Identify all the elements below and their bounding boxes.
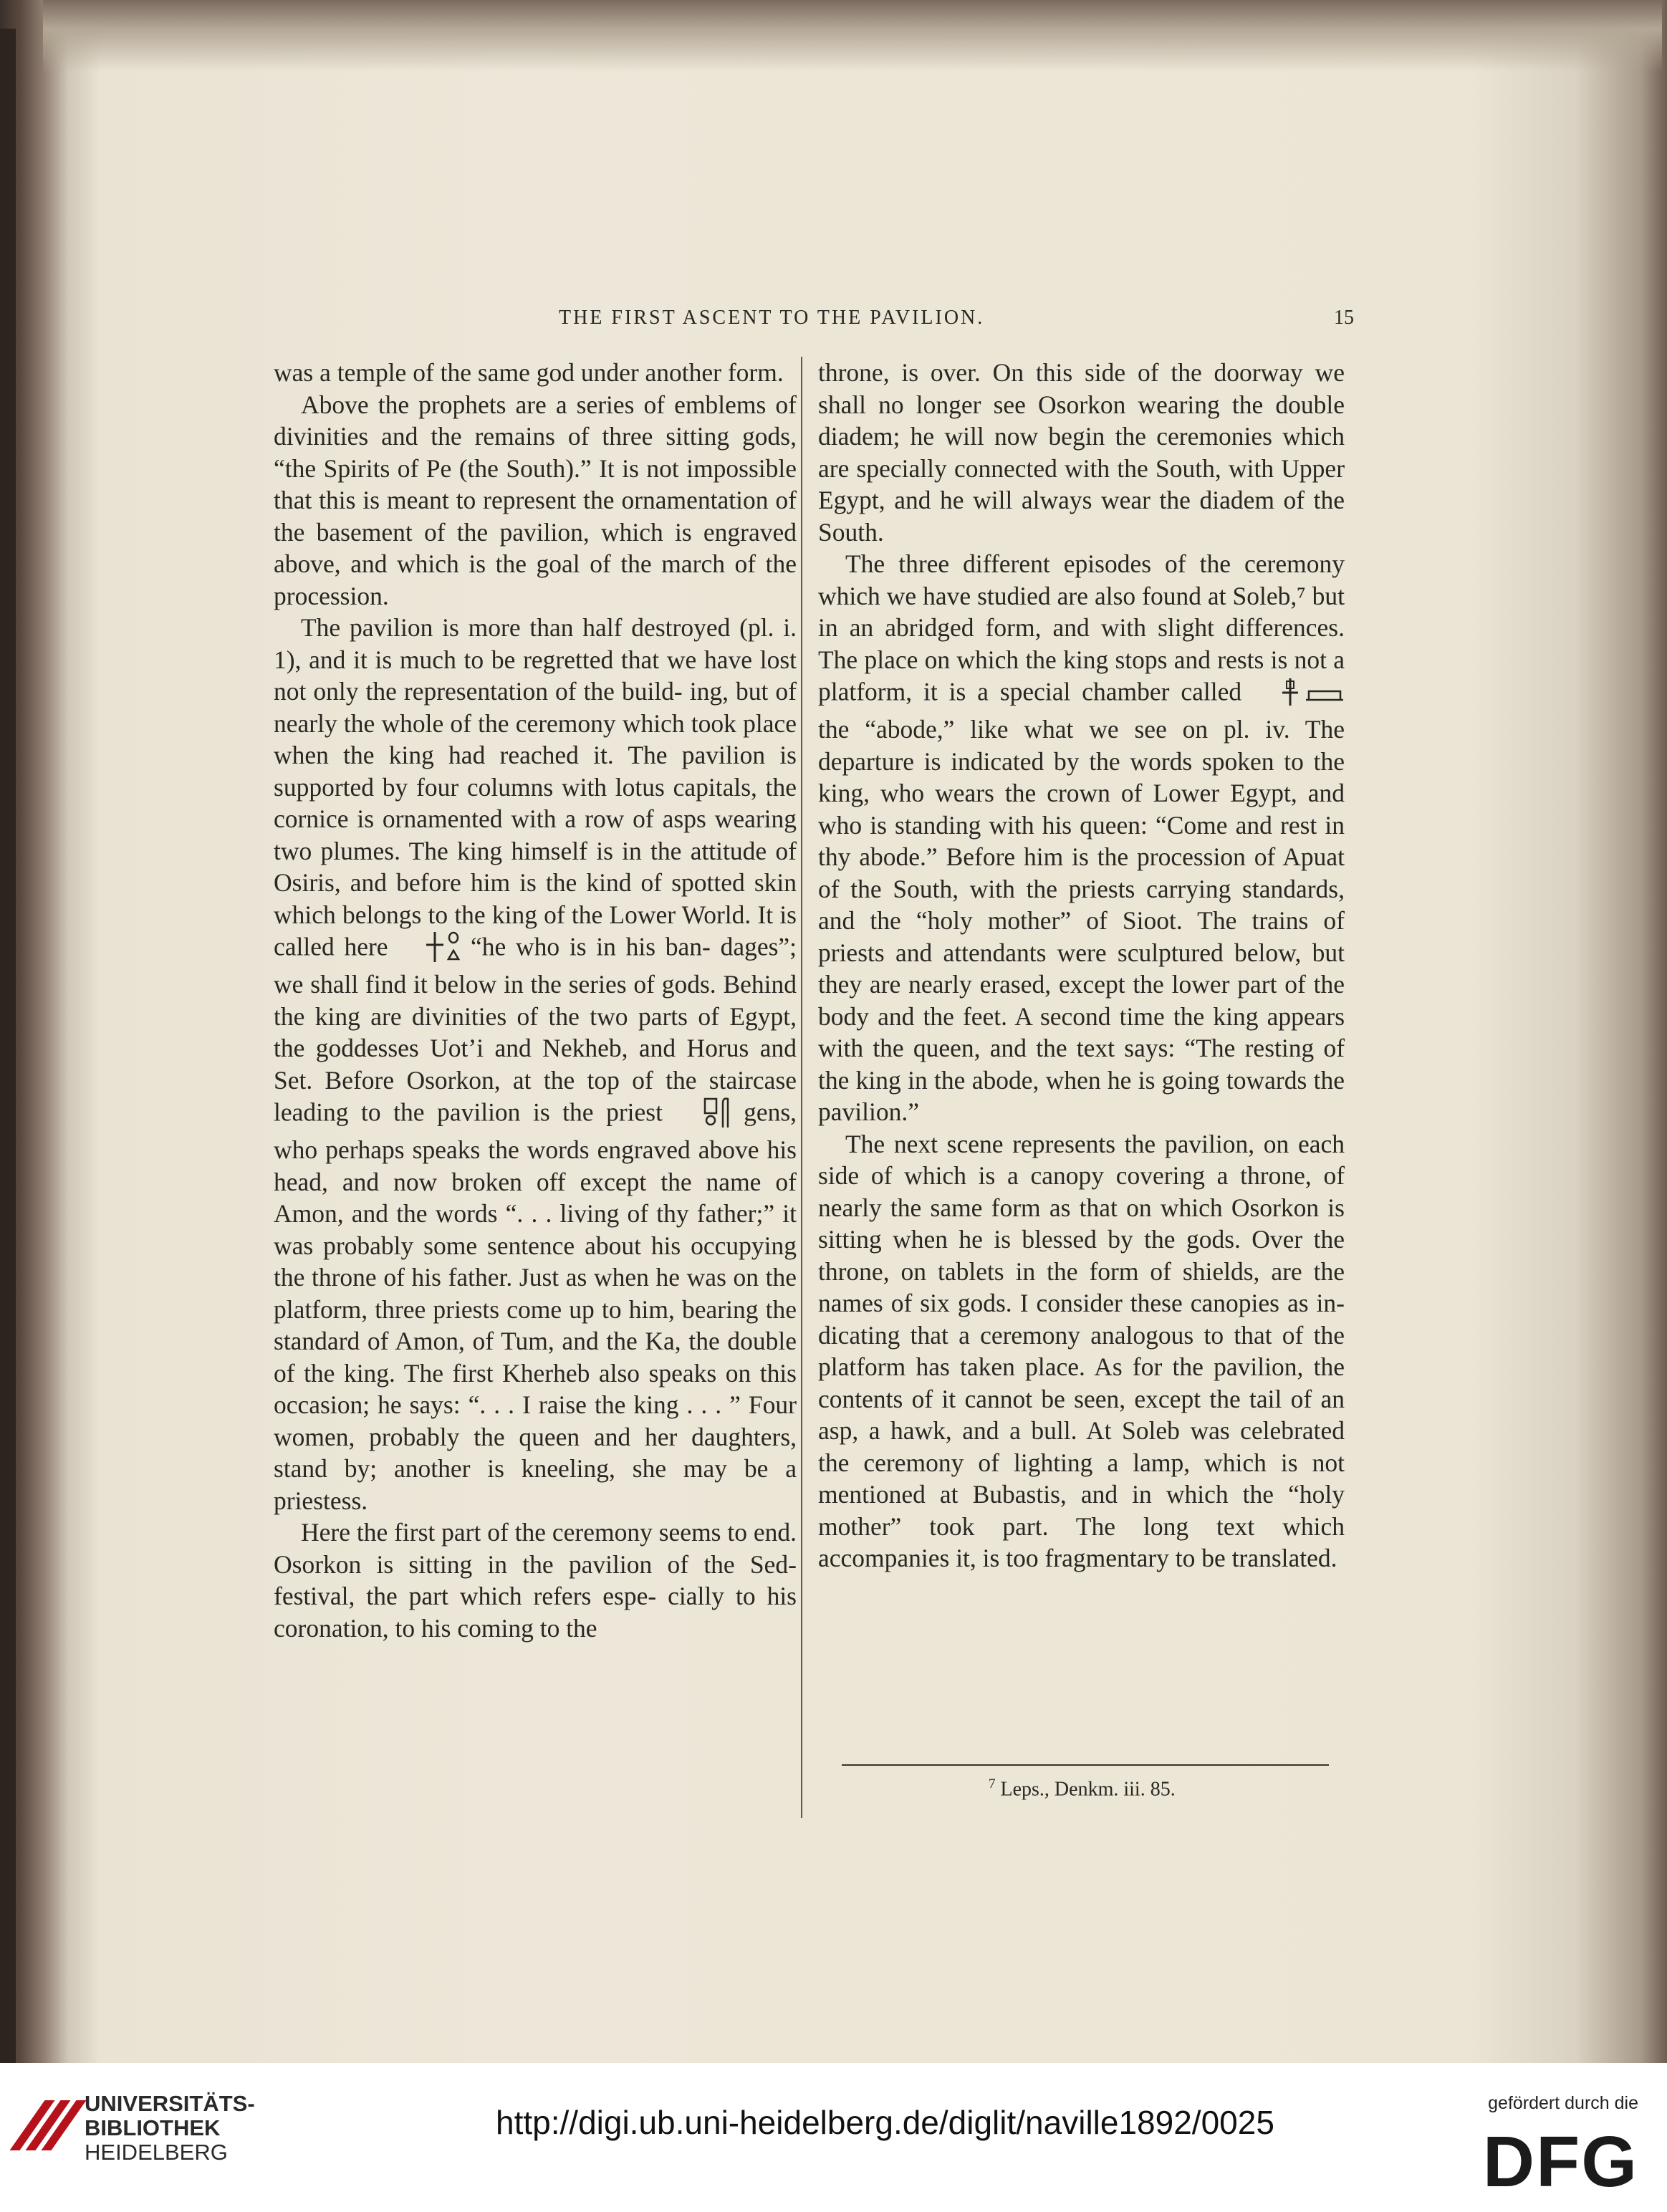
footnote-rule <box>842 1764 1329 1766</box>
funded-by-label: gefördert durch die <box>1488 2093 1638 2113</box>
library-name: UNIVERSITÄTS- BIBLIOTHEK HEIDELBERG <box>85 2091 255 2165</box>
hieroglyph-abode-icon <box>1253 675 1345 713</box>
permalink-url[interactable]: http://digi.ub.uni-heidelberg.de/diglit/naville1892/0025 <box>496 2104 1274 2141</box>
paragraph: throne, is over. On this side of the doorway we shall no longer see Osorkon wearing the double diadem; he will now begin the ceremonies which are specially connected with the South, with Upper Egypt, and he will always wear the diadem of the South. <box>818 358 1345 547</box>
ub-heidelberg-logo-icon <box>21 2092 72 2158</box>
paragraph: The next scene represents the pavilion, on each side of which is a canopy covering a throne, of nearly the same form as that on which Osorkon is sitting when he is blessed by the gods. Over the throne, on tablets in the form of shields, are the names of six gods. I consider these canopies as in- dicating that a ceremony analogous to that of the platform has taken place. As for the pavilion, the contents of it cannot be seen, except the tail of an asp, a hawk, and a bull. At Soleb was celebrated the ceremony of lighting a lamp, which is not mentioned at Bubastis, and in which the “holy mother” took part. The long text which accompanies it, is too fragmentary to be translated. <box>818 1129 1345 1572</box>
paragraph: The pavilion is more than half destroyed (pl. i. 1), and it is much to be regretted that we have lost not only the representation of the build- ing, but of nearly the whole of the ceremony which took place when the king had reached it. The pavilion is supported by four columns with lotus capitals, the cornice is ornamented with a row of asps wearing two plumes. The king himself is in the attitude of Osiris, and before him is the kind of spotted skin which belongs to the king of the Lower World. It is called here “he who is in his ban- dages”; we shall find it below in the series of gods. Behind the king are divinities of the two parts of Egypt, the goddesses Uot’i and Nekheb, and Horus and Set. Before Osorkon, at the top of the staircase leading to the pavilion is the priest gens, who perhaps speaks the words engraved above his head, and now broken off except the name of Amon, and the words “. . . living of thy father;” it was probably some sentence about his occupying the throne of his father. Just as when he was on the platform, three priests come up to him, bearing the standard of Amon, of Tum, and the Ka, the double of the king. The first Kherheb also speaks on this occasion; he says: “. . . I raise the king . . . ” Four women, probably the queen and her daughters, stand by; another is kneeling, she may be a priestess. <box>274 613 797 1515</box>
footnote-mark: 7 <box>989 1776 996 1792</box>
footnote-text: Leps., Denkm. iii. 85. <box>1000 1778 1176 1801</box>
column-rule <box>801 357 802 1818</box>
page-header <box>272 307 1354 342</box>
digitization-footer <box>0 2063 1667 2212</box>
page-number: 15 <box>1334 307 1354 329</box>
dfg-logo: DFG <box>1482 2122 1638 2202</box>
page-top-edge <box>43 0 1662 72</box>
paragraph: Here the first part of the ceremony seems to end. Osorkon is sitting in the pavilion of the Sed-festival, the part which refers espe- cially to his coronation, to his coming to the <box>274 1518 797 1643</box>
paragraph: Above the prophets are a series of emblems of divinities and the remains of three sitting gods, “the Spirits of Pe (the South).” It is not impossible that this is meant to represent the ornamentation of the basement of the pavilion, which is engraved above, and which is the goal of the march of the procession. <box>274 390 797 610</box>
left-column <box>274 357 797 1644</box>
hieroglyph-bandages-icon <box>398 931 461 968</box>
hieroglyph-priest-icon <box>676 1096 731 1134</box>
running-title: THE FIRST ASCENT TO THE PAVILION. <box>559 307 985 329</box>
right-column <box>818 357 1345 1574</box>
footnote <box>989 1776 1176 1801</box>
paragraph: was a temple of the same god under another form. <box>274 358 784 387</box>
book-spine <box>0 29 16 2063</box>
paragraph: The three different episodes of the ceremony which we have studied are also found at Soleb,⁷ but in an abridged form, and with slight differences. The place on which the king stops and rests is not a platform, it is a special chamber called the “abode,” like what we see on pl. iv. The departure is indicated by the words spoken to the king, who wears the crown of Lower Egypt, and who is standing with his queen: “Come and rest in thy abode.” Before him is the procession of Apuat of the South, with the priests carrying standards, and the “holy mother” of Sioot. The trains of priests and attendants were sculptured below, but they are nearly erased, except the lower part of the body and the feet. A second time the king appears with the queen, and the text says: “The resting of the king in the abode, when he is going towards the pavilion.” <box>818 549 1345 1126</box>
